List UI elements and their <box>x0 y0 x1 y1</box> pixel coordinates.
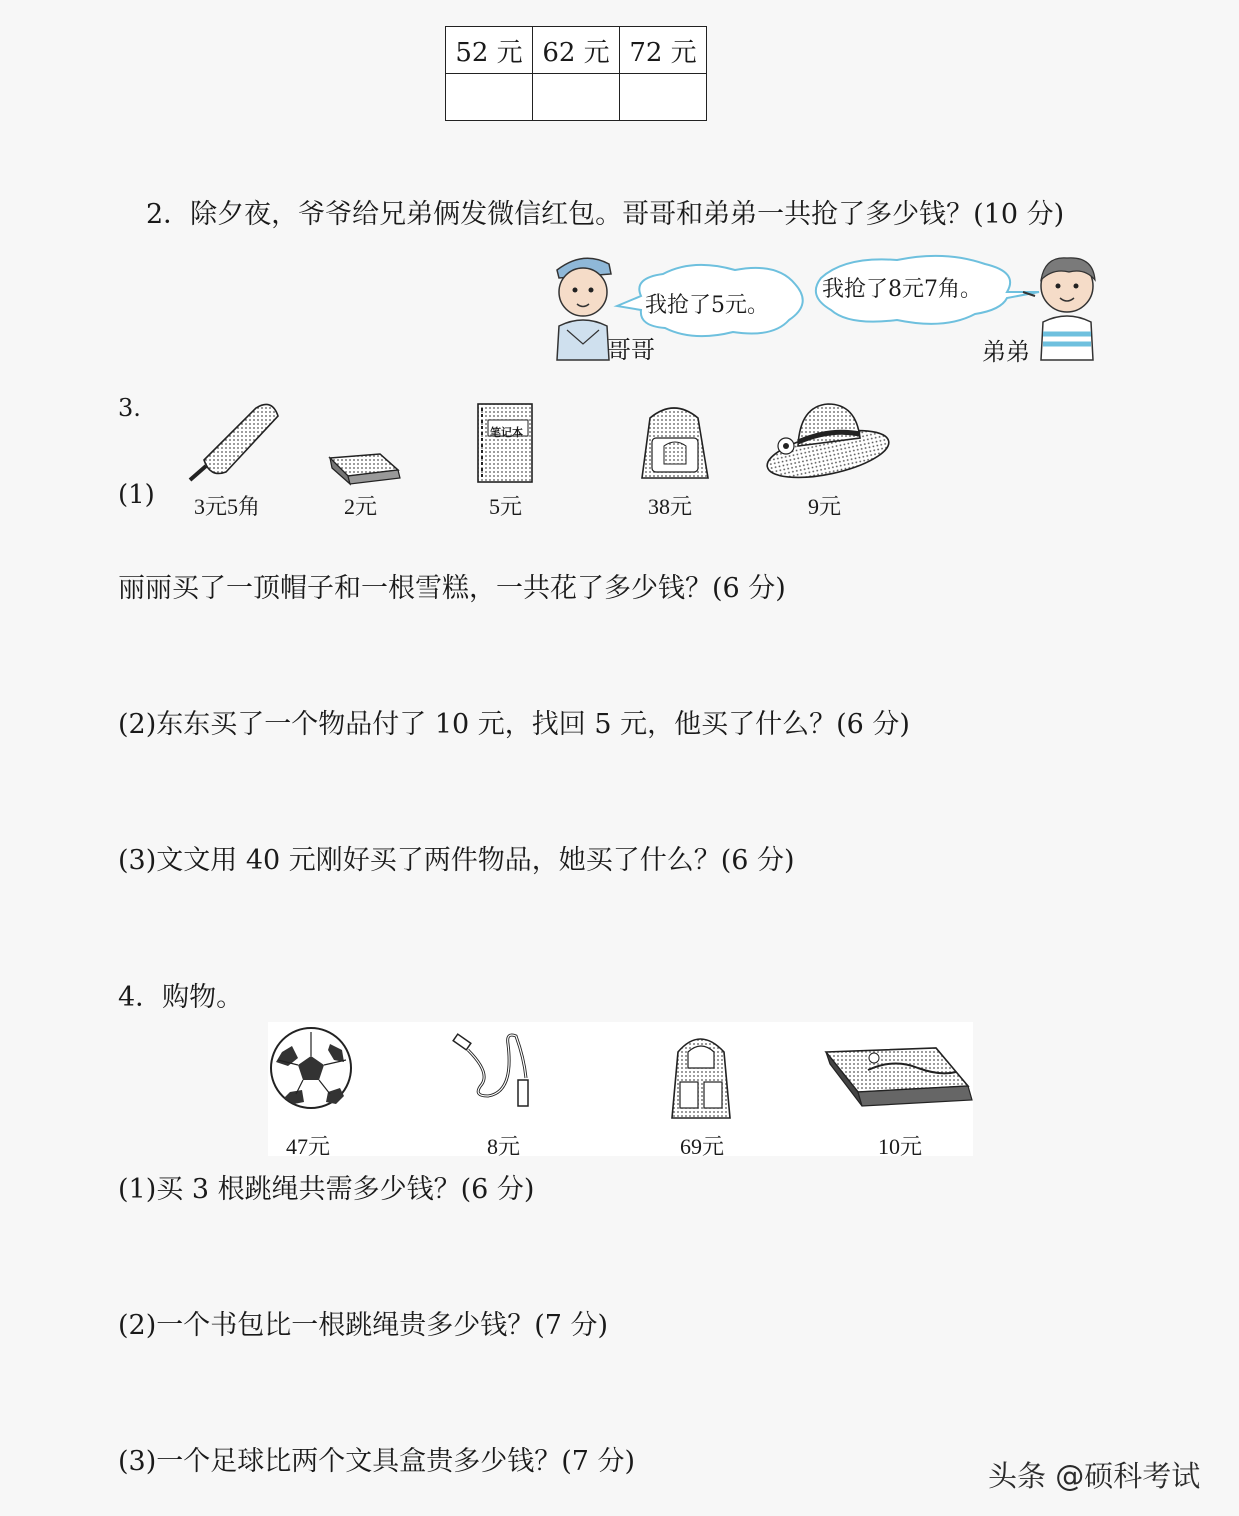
table-row <box>446 74 707 121</box>
price-label-hat: 9元 <box>808 494 842 519</box>
question-3-sub2: (2)东东买了一个物品付了 10 元，找回 5 元，他买了什么？(6 分) <box>118 709 910 740</box>
sub-question-marker: (1) <box>118 480 155 510</box>
question-2-text: 2．除夕夜，爷爷给兄弟俩发微信红包。哥哥和弟弟一共抢了多少钱？(10 分) <box>146 199 1065 230</box>
price-label-soccer-ball: 47元 <box>286 1134 331 1159</box>
question-3-sub1: 丽丽买了一顶帽子和一根雪糕，一共花了多少钱？(6 分) <box>118 573 786 604</box>
q4-items-drawing <box>268 1022 973 1156</box>
price-label-schoolbag: 69元 <box>680 1134 725 1159</box>
jump-rope-icon <box>453 1034 528 1106</box>
soccer-ball-icon <box>271 1028 351 1108</box>
answer-cell[interactable] <box>620 74 707 121</box>
hat-icon <box>763 404 893 486</box>
watermark: 头条 @硕科考试 <box>988 1459 1201 1493</box>
question-4-sub1: (1)买 3 根跳绳共需多少钱？(6 分) <box>118 1174 535 1205</box>
q4-items-strip <box>268 1022 973 1156</box>
older-brother-icon <box>557 258 611 360</box>
notebook-icon <box>478 404 532 482</box>
table-cell: 52 元 <box>446 27 533 74</box>
price-label-ice-pop: 3元5角 <box>194 494 261 519</box>
question-4-sub2: (2)一个书包比一根跳绳贵多少钱？(7 分) <box>118 1310 609 1341</box>
table-row <box>446 27 707 74</box>
question-4-sub3: (3)一个足球比两个文具盒贵多少钱？(7 分) <box>118 1446 636 1477</box>
younger-brother-icon <box>1023 258 1095 360</box>
question-3-sub3: (3)文文用 40 元刚好买了两件物品，她买了什么？(6 分) <box>118 845 795 876</box>
notebook-cover-label: 笔记本 <box>490 426 523 439</box>
price-table <box>445 26 707 121</box>
question-3-number: 3. <box>118 394 141 422</box>
answer-cell[interactable] <box>533 74 620 121</box>
price-label-pencil-case: 10元 <box>878 1134 923 1159</box>
price-label-jump-rope: 8元 <box>487 1134 521 1159</box>
eraser-icon <box>330 454 400 484</box>
table-cell: 72 元 <box>620 27 707 74</box>
speech-text-left: 我抢了5元。 <box>645 293 769 318</box>
q3-items-strip <box>180 398 900 490</box>
schoolbag-icon <box>672 1039 730 1118</box>
backpack-icon <box>642 408 708 478</box>
price-label-eraser: 2元 <box>344 494 378 519</box>
ice-pop-icon <box>190 404 278 480</box>
pencil-case-icon <box>826 1048 972 1106</box>
price-label-backpack: 38元 <box>648 494 693 519</box>
price-label-notebook: 5元 <box>489 494 523 519</box>
table-cell: 62 元 <box>533 27 620 74</box>
name-label-younger: 弟弟 <box>982 338 1030 366</box>
speech-text-right: 我抢了8元7角。 <box>822 277 982 302</box>
question-4-title: 4．购物。 <box>118 982 244 1013</box>
answer-cell[interactable] <box>446 74 533 121</box>
name-label-older: 哥哥 <box>607 336 655 364</box>
